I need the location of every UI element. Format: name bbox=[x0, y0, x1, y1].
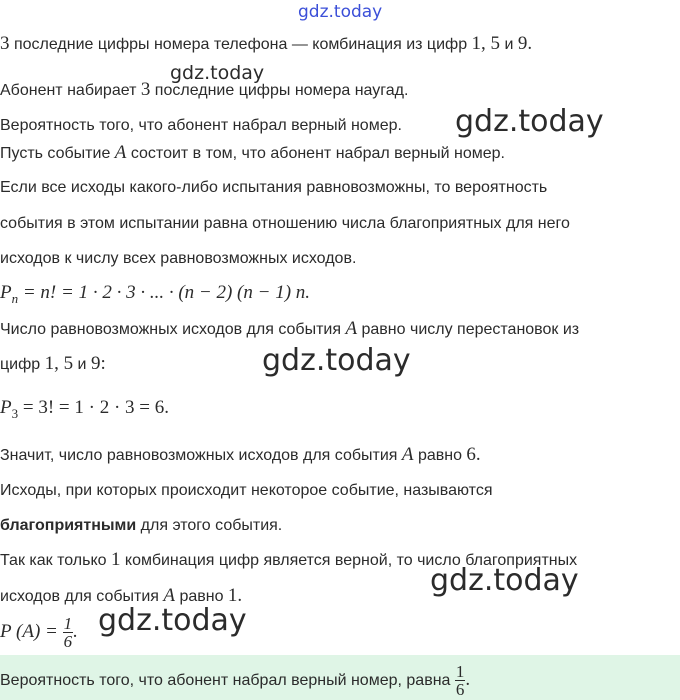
text-line-3: Вероятность того, что абонент набрал верный номер. bbox=[0, 117, 402, 134]
answer-fraction: $\frac{1}{6}$ bbox=[455, 662, 465, 700]
watermark: gdz.today bbox=[430, 563, 579, 598]
text-line-9: Число равновозможных исходов для события A равно числу перестановок из bbox=[0, 318, 580, 339]
formula-permutations: $P_n = n$! = 1 · 2 · 3 · ... · (n − 2) (n − 1) n. bbox=[0, 282, 311, 306]
watermark: gdz.today bbox=[98, 603, 247, 638]
text-line-10: цифр 1, 5 и 9: bbox=[0, 353, 106, 374]
text-line-1: 3 последние цифры номера телефона — комбинация из цифр 1, 5 и 9. bbox=[0, 33, 533, 54]
fraction: $\frac{1}{6}$ bbox=[63, 614, 73, 652]
watermark-top: gdz.today bbox=[298, 2, 383, 22]
text-line-7: исходов к числу всех равновозможных исходов. bbox=[0, 250, 357, 267]
text-line-16: исходов для события A равно 1. bbox=[0, 585, 243, 606]
text-line-13: Исходы, при которых происходит некоторое событие, называются bbox=[0, 482, 493, 499]
text-line-12: Значит, число равновозможных исходов для события A равно 6. bbox=[0, 444, 481, 465]
watermark: gdz.today bbox=[455, 104, 604, 139]
answer-text: Вероятность того, что абонент набрал верный номер, равна $\frac{1}{6}$ . bbox=[0, 662, 471, 700]
text-line-15: Так как только 1 комбинация цифр является верной, то число благоприятных bbox=[0, 549, 578, 570]
text-line-6: события в этом испытании равна отношению числа благоприятных для него bbox=[0, 215, 570, 232]
formula-p3: $P_3 = 3$! = 1 · 2 · 3 = 6. bbox=[0, 397, 169, 421]
watermark: gdz.today bbox=[262, 343, 411, 378]
watermark: gdz.today bbox=[170, 62, 265, 84]
text-line-5: Если все исходы какого-либо испытания равновозможны, то вероятность bbox=[0, 179, 548, 196]
text-line-4: Пусть событие A состоит в том, что абонент набрал верный номер. bbox=[0, 142, 505, 163]
formula-probability: P (A) = $\frac{1}{6}$ . bbox=[0, 614, 78, 652]
text-line-2: Абонент набирает 3 последние цифры номера наугад. bbox=[0, 79, 409, 100]
text-line-14: благоприятными для этого события. bbox=[0, 517, 283, 534]
